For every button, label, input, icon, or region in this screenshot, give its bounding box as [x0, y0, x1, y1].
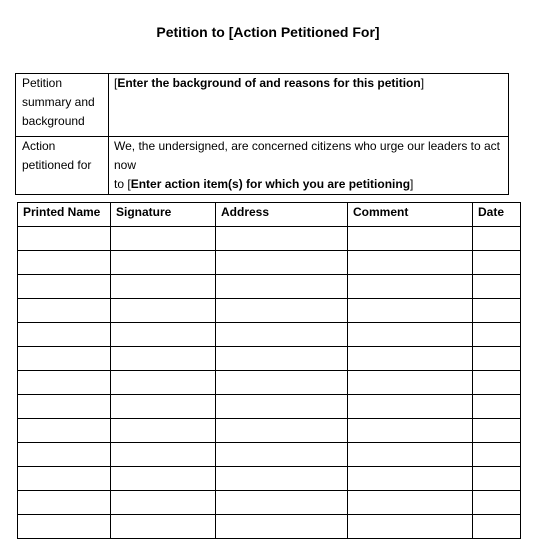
signature-cell[interactable] [111, 515, 216, 539]
printed-name-cell[interactable] [18, 227, 111, 251]
date-cell[interactable] [473, 515, 521, 539]
signature-rows [18, 227, 521, 539]
comment-cell[interactable] [348, 467, 473, 491]
address-cell[interactable] [216, 467, 348, 491]
date-cell[interactable] [473, 467, 521, 491]
table-row [18, 251, 521, 275]
printed-name-cell[interactable] [18, 515, 111, 539]
date-cell[interactable] [473, 419, 521, 443]
summary-label-line: summary and [22, 95, 95, 109]
address-cell[interactable] [216, 323, 348, 347]
printed-name-cell[interactable] [18, 395, 111, 419]
summary-label-line: Petition [22, 76, 63, 90]
table-row [18, 443, 521, 467]
action-value[interactable] [109, 137, 509, 195]
column-header-comment: Comment [348, 203, 473, 227]
signature-cell[interactable] [111, 491, 216, 515]
address-cell[interactable] [216, 371, 348, 395]
comment-cell[interactable] [348, 491, 473, 515]
printed-name-cell[interactable] [18, 491, 111, 515]
bracket-open: [ [114, 76, 118, 90]
printed-name-cell[interactable] [18, 299, 111, 323]
signature-cell[interactable] [111, 443, 216, 467]
address-cell[interactable] [216, 443, 348, 467]
date-cell[interactable] [473, 227, 521, 251]
address-cell[interactable] [216, 419, 348, 443]
comment-cell[interactable] [348, 227, 473, 251]
column-header-date: Date [473, 203, 521, 227]
signature-cell[interactable] [111, 395, 216, 419]
comment-cell[interactable] [348, 371, 473, 395]
comment-cell[interactable] [348, 275, 473, 299]
address-cell[interactable] [216, 347, 348, 371]
printed-name-cell[interactable] [18, 443, 111, 467]
summary-label-line: background [22, 114, 85, 128]
table-row [18, 491, 521, 515]
comment-cell[interactable] [348, 299, 473, 323]
date-cell[interactable] [473, 491, 521, 515]
printed-name-cell[interactable] [18, 323, 111, 347]
comment-cell[interactable] [348, 395, 473, 419]
table-row [18, 227, 521, 251]
printed-name-cell[interactable] [18, 251, 111, 275]
comment-cell[interactable] [348, 419, 473, 443]
signature-table [17, 202, 521, 539]
action-row [16, 137, 509, 195]
column-header-address: Address [216, 203, 348, 227]
page-title: Petition to [Action Petitioned For] [156, 24, 380, 40]
printed-name-cell[interactable] [18, 347, 111, 371]
action-label-line: petitioned for [22, 158, 92, 172]
comment-cell[interactable] [348, 251, 473, 275]
signature-cell[interactable] [111, 371, 216, 395]
table-row [18, 323, 521, 347]
date-cell[interactable] [473, 395, 521, 419]
date-cell[interactable] [473, 251, 521, 275]
table-row [18, 347, 521, 371]
date-cell[interactable] [473, 371, 521, 395]
comment-cell[interactable] [348, 323, 473, 347]
signature-cell[interactable] [111, 299, 216, 323]
address-cell[interactable] [216, 251, 348, 275]
table-row [18, 371, 521, 395]
signature-cell[interactable] [111, 275, 216, 299]
table-row [18, 515, 521, 539]
date-cell[interactable] [473, 323, 521, 347]
table-row [18, 275, 521, 299]
summary-label [16, 74, 109, 137]
signature-cell[interactable] [111, 227, 216, 251]
address-cell[interactable] [216, 299, 348, 323]
table-row [18, 467, 521, 491]
printed-name-cell[interactable] [18, 371, 111, 395]
printed-name-cell[interactable] [18, 467, 111, 491]
summary-value[interactable] [109, 74, 509, 137]
action-label [16, 137, 109, 195]
table-row [18, 419, 521, 443]
comment-cell[interactable] [348, 347, 473, 371]
signature-cell[interactable] [111, 251, 216, 275]
signature-cell[interactable] [111, 323, 216, 347]
printed-name-cell[interactable] [18, 419, 111, 443]
date-cell[interactable] [473, 299, 521, 323]
action-placeholder: Enter action item(s) for which you are petitioning [130, 177, 411, 191]
comment-cell[interactable] [348, 515, 473, 539]
column-header-printed-name: Printed Name [18, 203, 111, 227]
summary-row [16, 74, 509, 137]
table-row [18, 395, 521, 419]
summary-placeholder: Enter the background of and reasons for this petition [117, 76, 421, 90]
signature-cell[interactable] [111, 419, 216, 443]
printed-name-cell[interactable] [18, 275, 111, 299]
column-header-signature: Signature [111, 203, 216, 227]
date-cell[interactable] [473, 347, 521, 371]
address-cell[interactable] [216, 227, 348, 251]
address-cell[interactable] [216, 275, 348, 299]
address-cell[interactable] [216, 515, 348, 539]
action-text-line1: We, the undersigned, are concerned citizens who urge our leaders to act now [114, 139, 501, 172]
petition-info-table [15, 73, 509, 195]
signature-cell[interactable] [111, 467, 216, 491]
action-text-prefix: to [ [114, 177, 131, 191]
date-cell[interactable] [473, 275, 521, 299]
bracket-close: ] [410, 177, 414, 191]
signature-header-row [18, 203, 521, 227]
address-cell[interactable] [216, 491, 348, 515]
action-label-line: Action [22, 139, 56, 153]
comment-cell[interactable] [348, 443, 473, 467]
date-cell[interactable] [473, 443, 521, 467]
address-cell[interactable] [216, 395, 348, 419]
bracket-close: ] [420, 76, 425, 90]
signature-cell[interactable] [111, 347, 216, 371]
table-row [18, 299, 521, 323]
